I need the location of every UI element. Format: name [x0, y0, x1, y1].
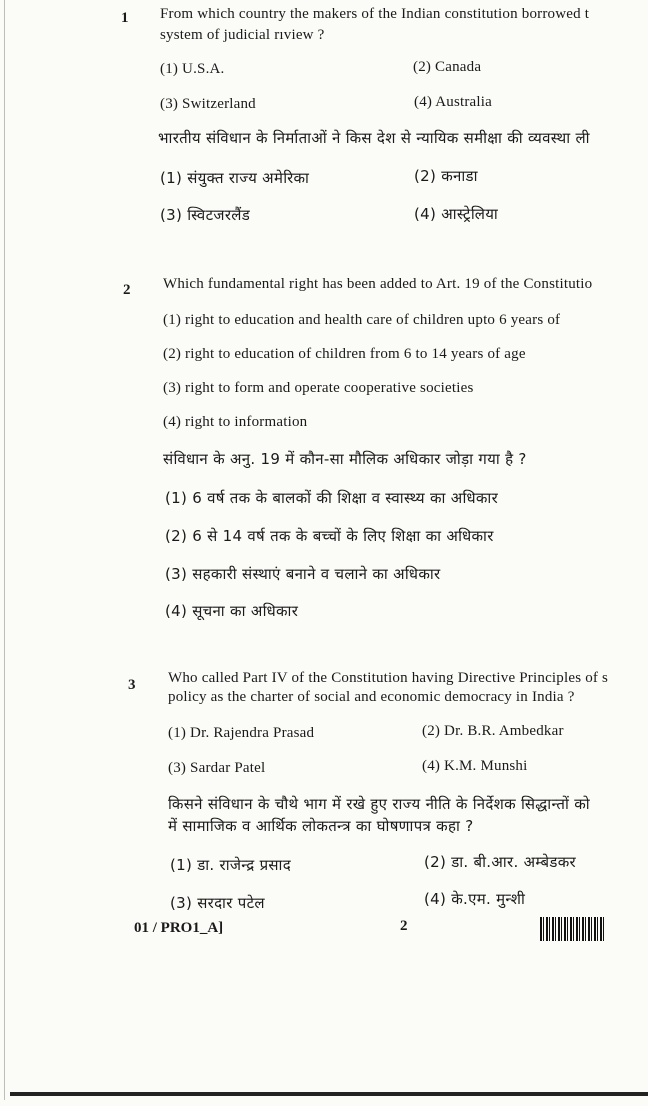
option-hi: (4) सूचना का अधिकार	[165, 602, 299, 620]
question-text-en: policy as the charter of social and economic democracy in India ?	[168, 689, 575, 705]
question-number: 3	[128, 677, 136, 693]
question-text-en: Who called Part IV of the Constitution having Directive Principles of s	[168, 670, 609, 686]
option-hi: (1) डा. राजेन्द्र प्रसाद	[170, 856, 292, 874]
question-text-hi: भारतीय संविधान के निर्माताओं ने किस देश से न्यायिक समीक्षा की व्यवस्था ली	[158, 129, 590, 147]
option-en: (2) Dr. B.R. Ambedkar	[422, 723, 564, 739]
question-text-en: From which country the makers of the Indian constitution borrowed t	[160, 6, 590, 22]
page-bottom-edge	[10, 1092, 648, 1096]
option-hi: (1) संयुक्त राज्य अमेरिका	[160, 169, 310, 187]
option-en: (3) Sardar Patel	[168, 760, 266, 776]
question-text-hi: किसने संविधान के चौथे भाग में रखे हुए राज्य नीति के निर्देशक सिद्धान्तों को	[168, 795, 590, 813]
option-en: (1) right to education and health care of children upto 6 years of	[163, 312, 561, 328]
option-hi: (1) 6 वर्ष तक के बालकों की शिक्षा व स्वास्थ्य का अधिकार	[165, 489, 499, 507]
option-hi: (3) सरदार पटेल	[170, 894, 265, 912]
option-hi: (2) डा. बी.आर. अम्बेडकर	[424, 853, 576, 871]
question-text-en: Which fundamental right has been added to Art. 19 of the Constitutio	[163, 276, 593, 292]
option-hi: (3) स्विटजरलैंड	[160, 206, 251, 224]
question-text-en: system of judicial rıview ?	[160, 27, 325, 43]
option-hi: (3) सहकारी संस्थाएं बनाने व चलाने का अधिकार	[165, 565, 441, 583]
question-text-hi: में सामाजिक व आर्थिक लोकतन्त्र का घोषणापत्र कहा ?	[168, 817, 474, 835]
paper-code: 01 / PRO1_A]	[134, 920, 224, 936]
option-hi: (4) आस्ट्रेलिया	[414, 205, 499, 223]
page-number: 2	[400, 918, 408, 934]
option-en: (4) K.M. Munshi	[422, 758, 528, 774]
option-en: (1) Dr. Rajendra Prasad	[168, 725, 315, 741]
option-en: (2) Canada	[413, 59, 482, 75]
question-number: 2	[123, 282, 131, 298]
option-hi: (2) 6 से 14 वर्ष तक के बच्चों के लिए शिक्षा का अधिकार	[165, 527, 494, 545]
option-en: (3) right to form and operate cooperative societies	[163, 380, 474, 396]
question-text-hi: संविधान के अनु. 19 में कौन-सा मौलिक अधिकार जोड़ा गया है ?	[163, 450, 527, 468]
option-en: (3) Switzerland	[160, 96, 256, 112]
option-hi: (2) कनाडा	[414, 167, 478, 185]
option-en: (2) right to education of children from 6 to 14 years of age	[163, 346, 526, 362]
option-en: (4) Australia	[414, 94, 492, 110]
option-en: (1) U.S.A.	[160, 61, 225, 77]
barcode-image	[540, 917, 604, 941]
option-hi: (4) के.एम. मुन्शी	[424, 890, 526, 908]
margin-line	[4, 0, 5, 1100]
option-en: (4) right to information	[163, 414, 308, 430]
question-number: 1	[121, 10, 129, 26]
